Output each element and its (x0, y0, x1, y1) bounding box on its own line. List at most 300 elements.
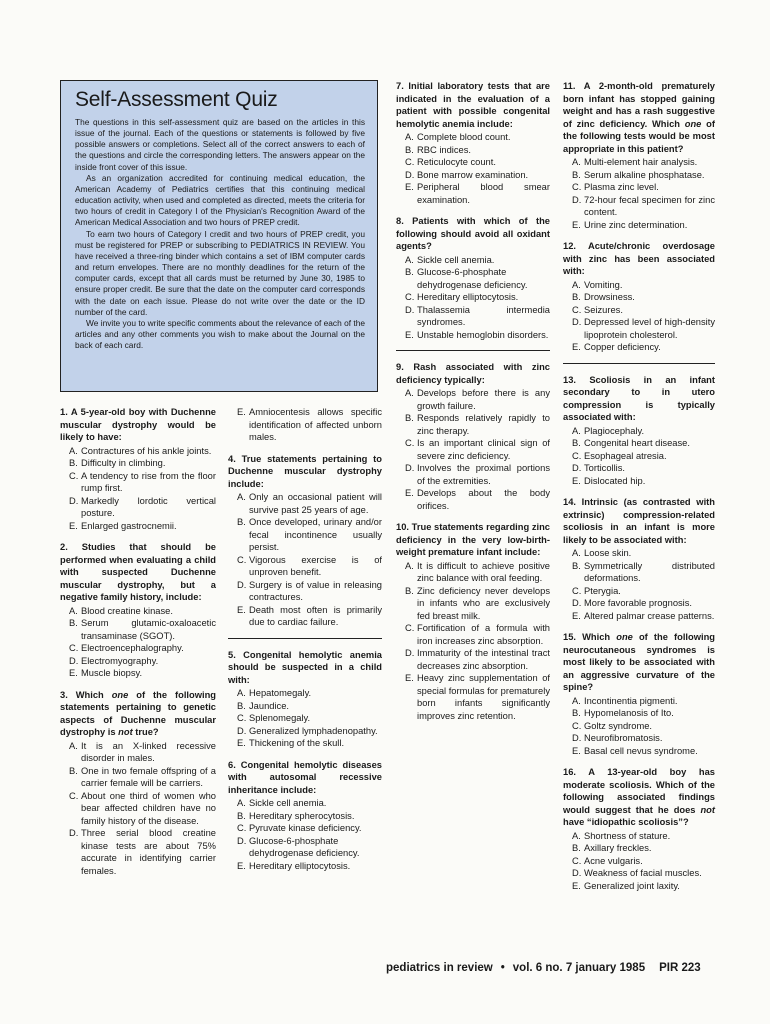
option-letter: A. (405, 560, 414, 571)
option-letter: C. (237, 554, 247, 565)
footer-separator: • (500, 962, 505, 974)
option-letter: B. (405, 267, 414, 277)
answer-option (572, 830, 715, 843)
question-10 (396, 521, 550, 722)
option-text: Electroencephalography. (81, 643, 184, 653)
answer-option (572, 450, 715, 463)
option-letter: B. (572, 169, 581, 180)
option-text: Electromyography. (81, 655, 159, 666)
option-text: Copper deficiency. (584, 342, 661, 352)
option-letter: E. (69, 520, 78, 531)
option-text: Altered palmar crease patterns. (584, 610, 715, 621)
option-text: Markedly lordotic vertical posture. (81, 495, 216, 518)
answer-option (405, 560, 550, 585)
answer-option (572, 475, 715, 488)
option-letter: D. (237, 579, 247, 590)
option-text: It is an X-linked recessive disorder in males. (81, 740, 216, 763)
option-text: Generalized lymphadenopathy. (249, 725, 378, 736)
answer-option (237, 737, 382, 750)
option-letter: A. (572, 695, 581, 706)
option-text: Complete blood count. (417, 132, 511, 142)
option-text: Weakness of facial muscles. (584, 868, 702, 878)
page-number: PIR 223 (659, 962, 701, 974)
option-text: A tendency to rise from the floor rump first. (81, 470, 216, 493)
answer-option (572, 867, 715, 880)
option-text: Heavy zinc supplementation of special formulas for prematurely born infants significantly improves zinc retention. (417, 673, 550, 721)
answer-option (572, 291, 715, 304)
answer-option (237, 822, 382, 835)
option-text: Reticulocyte count. (417, 157, 496, 167)
option-letter: A. (405, 254, 414, 265)
stem-emphasis: not (700, 804, 715, 815)
answer-option (237, 835, 382, 860)
option-text: Blood creatine kinase. (81, 605, 173, 616)
answer-option (572, 316, 715, 341)
option-letter: A. (572, 548, 581, 558)
question-11 (563, 80, 715, 231)
page-footer (386, 962, 701, 974)
column-1 (60, 406, 216, 886)
question-4 (228, 453, 382, 629)
option-letter: D. (69, 655, 79, 666)
option-letter: E. (405, 182, 414, 192)
question-12 (563, 240, 715, 354)
option-letter: A. (405, 388, 414, 398)
answer-option (69, 667, 216, 680)
option-letter: B. (237, 700, 246, 711)
option-text: Bone marrow examination. (417, 169, 529, 180)
section-divider (396, 350, 550, 351)
intro-paragraph: We invite you to write specific comments about the relevance of each of the articles and any other comments you wish to make about the Journal on the back of each card. (75, 317, 365, 351)
option-letter: B. (572, 292, 581, 302)
option-text: Splenomegaly. (249, 713, 311, 723)
option-text: Thickening of the skull. (249, 738, 345, 748)
option-text: Jaundice. (249, 700, 289, 711)
answer-option (237, 797, 382, 810)
option-letter: C. (572, 450, 582, 461)
option-text: More favorable prognosis. (584, 598, 693, 608)
option-letter: E. (69, 668, 78, 678)
answer-option (237, 687, 382, 700)
question-stem (563, 766, 715, 829)
option-text: Multi-element hair analysis. (584, 157, 698, 167)
option-letter: D. (405, 169, 415, 180)
option-letter: E. (405, 329, 414, 340)
question-13 (563, 374, 715, 488)
question-3-continued (228, 406, 382, 444)
answer-option (572, 194, 715, 219)
option-letter: B. (405, 413, 414, 423)
option-text: Contractures of his ankle joints. (81, 445, 212, 456)
option-letter: D. (237, 835, 247, 846)
question-9 (396, 361, 550, 512)
option-letter: B. (405, 585, 414, 596)
option-text: Develops before there is any growth failure. (417, 388, 550, 411)
option-letter: B. (69, 458, 78, 468)
stem-text: have “idiopathic scoliosis”? (563, 817, 689, 827)
option-letter: D. (69, 828, 79, 838)
option-letter: C. (572, 304, 582, 315)
option-text: Thalassemia intermedia syndromes. (417, 304, 550, 327)
stem-emphasis: not (118, 727, 133, 737)
answer-option (69, 445, 216, 458)
option-letter: C. (405, 292, 415, 302)
intro-paragraph: As an organization accredited for continuing medical education, the American Academy of Pediatrics certifies that this continuing medical education activity, when used and completed as directed, meets the criteria for two hours of credit in Category I of the Physician's Recognition Award of the American Medical Association and two hours of PREP credit. (75, 172, 365, 228)
stem-text: of the following neurocutaneous syndromes is most likely to be associated with an aggressive curvature of the spine? (563, 632, 715, 692)
answer-option (405, 462, 550, 487)
option-text: Sickle cell anemia. (417, 254, 495, 265)
option-letter: B. (572, 438, 581, 448)
question-stem: 2. Studies that should be performed when evaluating a child with suspected Duchenne muscular dystrophy, but a negative family history, include: (60, 542, 216, 602)
option-letter: A. (69, 605, 78, 616)
answer-option (237, 604, 382, 629)
column-4 (563, 80, 715, 901)
question-stem: 9. Rash associated with zinc deficiency typically: (396, 362, 550, 385)
option-text: Hypomelanosis of Ito. (584, 708, 674, 718)
option-text: Acne vulgaris. (584, 855, 643, 866)
question-stem (60, 689, 216, 739)
answer-option (237, 700, 382, 713)
answer-option (69, 740, 216, 765)
answer-option (572, 597, 715, 610)
option-letter: E. (572, 475, 581, 486)
option-text: Death most often is primarily due to cardiac failure. (249, 604, 382, 627)
answer-option (572, 745, 715, 758)
option-text: Fortification of a formula with iron increases zinc absorption. (417, 623, 550, 646)
answer-option (572, 585, 715, 598)
option-text: Amniocentesis allows specific identification of affected unborn males. (249, 407, 382, 442)
answer-option (572, 732, 715, 745)
option-letter: E. (237, 407, 246, 417)
option-text: One in two female offspring of a carrier female will be carriers. (81, 765, 216, 788)
stem-text: 16. A 13-year-old boy has moderate scoliosis. Which of the following associated findings would suggest that he does (563, 767, 715, 815)
answer-option (69, 470, 216, 495)
option-text: Pterygia. (584, 585, 621, 596)
option-text: Peripheral blood smear examination. (417, 182, 550, 205)
option-letter: D. (405, 648, 415, 658)
stem-emphasis: one (111, 689, 129, 700)
option-text: Incontinentia pigmenti. (584, 695, 678, 706)
question-stem: 1. A 5-year-old boy with Duchenne muscular dystrophy would be likely to have: (60, 407, 216, 442)
option-text: Plagiocephaly. (584, 425, 645, 436)
option-letter: C. (237, 823, 247, 833)
option-letter: A. (405, 132, 414, 142)
option-letter: C. (572, 720, 582, 731)
answer-option (572, 169, 715, 182)
answer-option (237, 725, 382, 738)
option-text: Hereditary elliptocytosis. (249, 860, 351, 871)
option-letter: E. (237, 860, 246, 871)
answer-option (405, 266, 550, 291)
answer-option (237, 579, 382, 604)
intro-paragraph: To earn two hours of Category I credit and two hours of PREP credit, you must be registered for PREP or subscribing to PEDIATRICS IN REVIEW. You have received a three-ring binder which contains a set of IBM computer cards and return envelopes. There are no monthly deadlines for the return of the computer cards, except that all cards must be returned by June 30, 1985 to ensure proper credit. Be sure that the date on the computer card corresponds with the date on each issue. Please do not write over the date or the ID number of the card. (75, 228, 365, 317)
question-stem: 13. Scoliosis in an infant secondary to in utero compression is typically associated with: (563, 374, 715, 422)
question-3 (60, 689, 216, 878)
answer-option (572, 462, 715, 475)
option-letter: D. (237, 725, 247, 736)
option-text: Dislocated hip. (584, 475, 646, 486)
option-letter: B. (405, 144, 414, 155)
stem-text: 3. Which (60, 689, 112, 700)
option-letter: C. (572, 182, 582, 192)
option-text: Esophageal atresia. (584, 450, 667, 461)
answer-option (572, 560, 715, 585)
option-text: It is difficult to achieve positive zinc balance with oral feeding. (417, 560, 550, 583)
option-letter: C. (69, 470, 79, 481)
answer-option (69, 495, 216, 520)
answer-option (405, 131, 550, 144)
answer-option (572, 341, 715, 354)
answer-option (69, 457, 216, 470)
answer-option (572, 855, 715, 868)
option-text: Drowsiness. (584, 292, 635, 302)
option-letter: D. (572, 317, 582, 327)
option-letter: E. (572, 610, 581, 621)
answer-option (572, 181, 715, 194)
option-letter: E. (405, 488, 414, 498)
answer-option (572, 842, 715, 855)
option-text: Is an important clinical sign of severe zinc deficiency. (417, 438, 550, 461)
question-stem (563, 631, 715, 694)
option-text: Hereditary elliptocytosis. (417, 292, 519, 302)
answer-option (405, 647, 550, 672)
answer-option (405, 169, 550, 182)
option-text: Neurofibromatosis. (584, 733, 663, 743)
answer-option (405, 181, 550, 206)
option-letter: D. (572, 733, 582, 743)
answer-option (405, 291, 550, 304)
option-letter: E. (572, 745, 581, 756)
option-text: 72-hour fecal specimen for zinc content. (584, 194, 715, 217)
option-text: Enlarged gastrocnemii. (81, 520, 177, 531)
answer-option (405, 387, 550, 412)
answer-option (237, 491, 382, 516)
answer-option (69, 655, 216, 668)
question-15 (563, 631, 715, 757)
option-text: Only an occasional patient will survive past 25 years of age. (249, 492, 382, 515)
option-letter: A. (237, 798, 246, 808)
option-text: Goltz syndrome. (584, 720, 653, 731)
answer-option (69, 642, 216, 655)
question-2 (60, 541, 216, 680)
option-text: Pyruvate kinase deficiency. (249, 823, 362, 833)
option-text: Develops about the body orifices. (417, 488, 550, 511)
option-text: Shortness of stature. (584, 830, 671, 841)
option-text: Plasma zinc level. (584, 182, 659, 192)
option-letter: B. (237, 810, 246, 821)
option-text: Urine zinc determination. (584, 219, 688, 230)
answer-option (405, 622, 550, 647)
answer-option (405, 437, 550, 462)
quiz-title: Self-Assessment Quiz (75, 88, 278, 111)
answer-option (405, 254, 550, 267)
option-text: Hepatomegaly. (249, 688, 312, 698)
section-divider (563, 363, 715, 364)
option-text: About one third of women who bear affected children have no family history of the disease. (81, 790, 216, 826)
question-8 (396, 215, 550, 341)
option-text: Glucose-6-phosphate dehydrogenase deficiency. (249, 835, 360, 858)
option-text: Generalized joint laxity. (584, 880, 680, 891)
option-text: Immaturity of the intestinal tract decreases zinc absorption. (417, 648, 550, 671)
option-letter: C. (572, 585, 582, 596)
answer-option (405, 304, 550, 329)
option-letter: C. (405, 623, 415, 633)
option-text: Depressed level of high-density lipoprotein cholesterol. (584, 317, 715, 340)
option-text: Sickle cell anemia. (249, 798, 327, 808)
question-7 (396, 80, 550, 206)
option-text: Basal cell nevus syndrome. (584, 745, 698, 756)
option-letter: B. (572, 708, 581, 718)
answer-option (572, 547, 715, 560)
answer-option (69, 765, 216, 790)
answer-option (237, 406, 382, 444)
option-letter: A. (69, 740, 78, 751)
answer-option (237, 516, 382, 554)
option-text: Three serial blood creatine kinase tests are about 75% accurate in identifying carrier females. (81, 828, 216, 876)
option-text: Congenital heart disease. (584, 438, 690, 448)
option-letter: E. (572, 219, 581, 230)
question-stem: 12. Acute/chronic overdosage with zinc has been associated with: (563, 241, 715, 276)
option-letter: D. (572, 598, 582, 608)
option-text: Once developed, urinary and/or fecal incontinence usually persist. (249, 517, 382, 552)
option-letter: C. (237, 713, 247, 723)
option-letter: B. (572, 843, 581, 853)
option-text: Axillary freckles. (584, 843, 652, 853)
stem-text: 11. A 2-month-old prematurely born infant has stopped gaining weight and has a rash suggestive of zinc deficiency. Which (563, 81, 715, 129)
answer-option (572, 610, 715, 623)
answer-option (572, 304, 715, 317)
option-letter: A. (237, 688, 246, 698)
answer-option (405, 585, 550, 623)
stem-emphasis: one (616, 632, 633, 642)
answer-option (405, 144, 550, 157)
question-stem: 8. Patients with which of the following should avoid all oxidant agents? (396, 216, 550, 251)
answer-option (237, 810, 382, 823)
option-letter: E. (405, 673, 414, 683)
option-letter: B. (572, 560, 581, 571)
answer-option (405, 156, 550, 169)
answer-option (572, 720, 715, 733)
option-letter: E. (237, 738, 246, 748)
answer-option (572, 156, 715, 169)
option-letter: D. (572, 868, 582, 878)
question-5 (228, 649, 382, 750)
question-stem: 10. True statements regarding zinc deficiency in the very low-birth-weight premature infant include: (396, 522, 550, 557)
answer-option (69, 790, 216, 828)
option-letter: A. (572, 279, 581, 290)
question-stem: 14. Intrinsic (as contrasted with extrinsic) compression-related scoliosis in an infant is more likely to be associated with: (563, 497, 715, 545)
column-2 (228, 406, 382, 881)
option-text: Difficulty in climbing. (81, 458, 166, 468)
option-text: Involves the proximal portions of the extremities. (417, 463, 550, 486)
answer-option (237, 712, 382, 725)
option-text: Glucose-6-phosphate dehydrogenase deficiency. (417, 267, 528, 290)
option-letter: A. (572, 157, 581, 167)
question-6 (228, 759, 382, 873)
answer-option (237, 860, 382, 873)
option-letter: D. (405, 463, 415, 473)
option-letter: A. (237, 492, 246, 502)
answer-option (69, 617, 216, 642)
option-letter: E. (572, 880, 581, 891)
option-letter: A. (572, 830, 581, 841)
question-stem: 7. Initial laboratory tests that are indicated in the evaluation of a patient with possible congenital hemolytic anemia include: (396, 81, 550, 129)
section-divider (228, 638, 382, 639)
answer-option (69, 520, 216, 533)
option-text: Surgery is of value in releasing contractures. (249, 579, 382, 602)
option-letter: E. (572, 342, 581, 352)
stem-text: true? (132, 727, 159, 737)
option-text: Torticollis. (584, 463, 626, 473)
option-text: Vigorous exercise is of unproven benefit. (249, 554, 382, 577)
answer-option (69, 827, 216, 877)
option-text: Responds relatively rapidly to zinc therapy. (417, 413, 550, 436)
journal-name: pediatrics in review (386, 962, 493, 974)
option-letter: A. (69, 445, 78, 456)
column-3 (396, 80, 550, 731)
answer-option (572, 707, 715, 720)
option-text: Muscle biopsy. (81, 668, 143, 678)
question-stem: 4. True statements pertaining to Duchenne muscular dystrophy include: (228, 453, 382, 489)
quiz-intro-box (60, 80, 378, 392)
option-letter: C. (572, 855, 582, 866)
option-text: Unstable hemoglobin disorders. (417, 329, 549, 340)
option-letter: C. (69, 643, 79, 653)
option-letter: C. (405, 157, 415, 167)
option-letter: D. (405, 304, 415, 315)
stem-text: of the following statements pertaining to genetic aspects of Duchenne muscular dystrophy is (60, 689, 217, 737)
option-text: Vomiting. (584, 279, 623, 290)
option-text: Symmetrically distributed deformations. (584, 560, 715, 583)
option-text: Hereditary spherocytosis. (249, 810, 355, 821)
issue-info: vol. 6 no. 7 january 1985 (512, 962, 646, 974)
option-text: Serum glutamic-oxaloacetic transaminase (SGOT). (81, 618, 216, 641)
option-letter: A. (572, 425, 581, 436)
question-stem: 6. Congenital hemolytic diseases with autosomal recessive inheritance include: (228, 759, 382, 795)
option-letter: C. (405, 438, 415, 448)
question-16 (563, 766, 715, 892)
option-letter: E. (237, 604, 246, 615)
answer-option (69, 605, 216, 618)
stem-text: of the following tests would be most appropriate in this patient? (563, 118, 715, 154)
question-stem (563, 80, 715, 155)
answer-option (572, 437, 715, 450)
option-letter: C. (69, 790, 79, 801)
option-letter: B. (69, 618, 78, 628)
answer-option (572, 695, 715, 708)
question-1 (60, 406, 216, 532)
option-text: RBC indices. (417, 144, 472, 155)
question-stem: 5. Congenital hemolytic anemia should be suspected in a child with: (228, 649, 382, 685)
intro-paragraph: The questions in this self-assessment quiz are based on the articles in this issue of the journal. Each of the questions or statements is followed by five possible answers or completions. Select all of the correct answers to each of the questions and circle the corresponding letters. The answers appear on the inside front cover of this issue. (75, 117, 365, 172)
option-text: Loose skin. (584, 548, 632, 558)
option-letter: B. (237, 517, 246, 527)
answer-option (405, 412, 550, 437)
stem-emphasis: one (684, 118, 702, 129)
answer-option (572, 880, 715, 893)
answer-option (572, 279, 715, 292)
option-letter: D. (69, 495, 79, 506)
answer-option (237, 554, 382, 579)
option-letter: D. (572, 194, 582, 205)
stem-text: 15. Which (563, 632, 617, 642)
option-letter: B. (69, 765, 78, 776)
answer-option (405, 329, 550, 342)
option-text: Serum alkaline phosphatase. (584, 169, 705, 180)
answer-option (405, 487, 550, 512)
answer-option (405, 672, 550, 722)
question-14 (563, 496, 715, 622)
